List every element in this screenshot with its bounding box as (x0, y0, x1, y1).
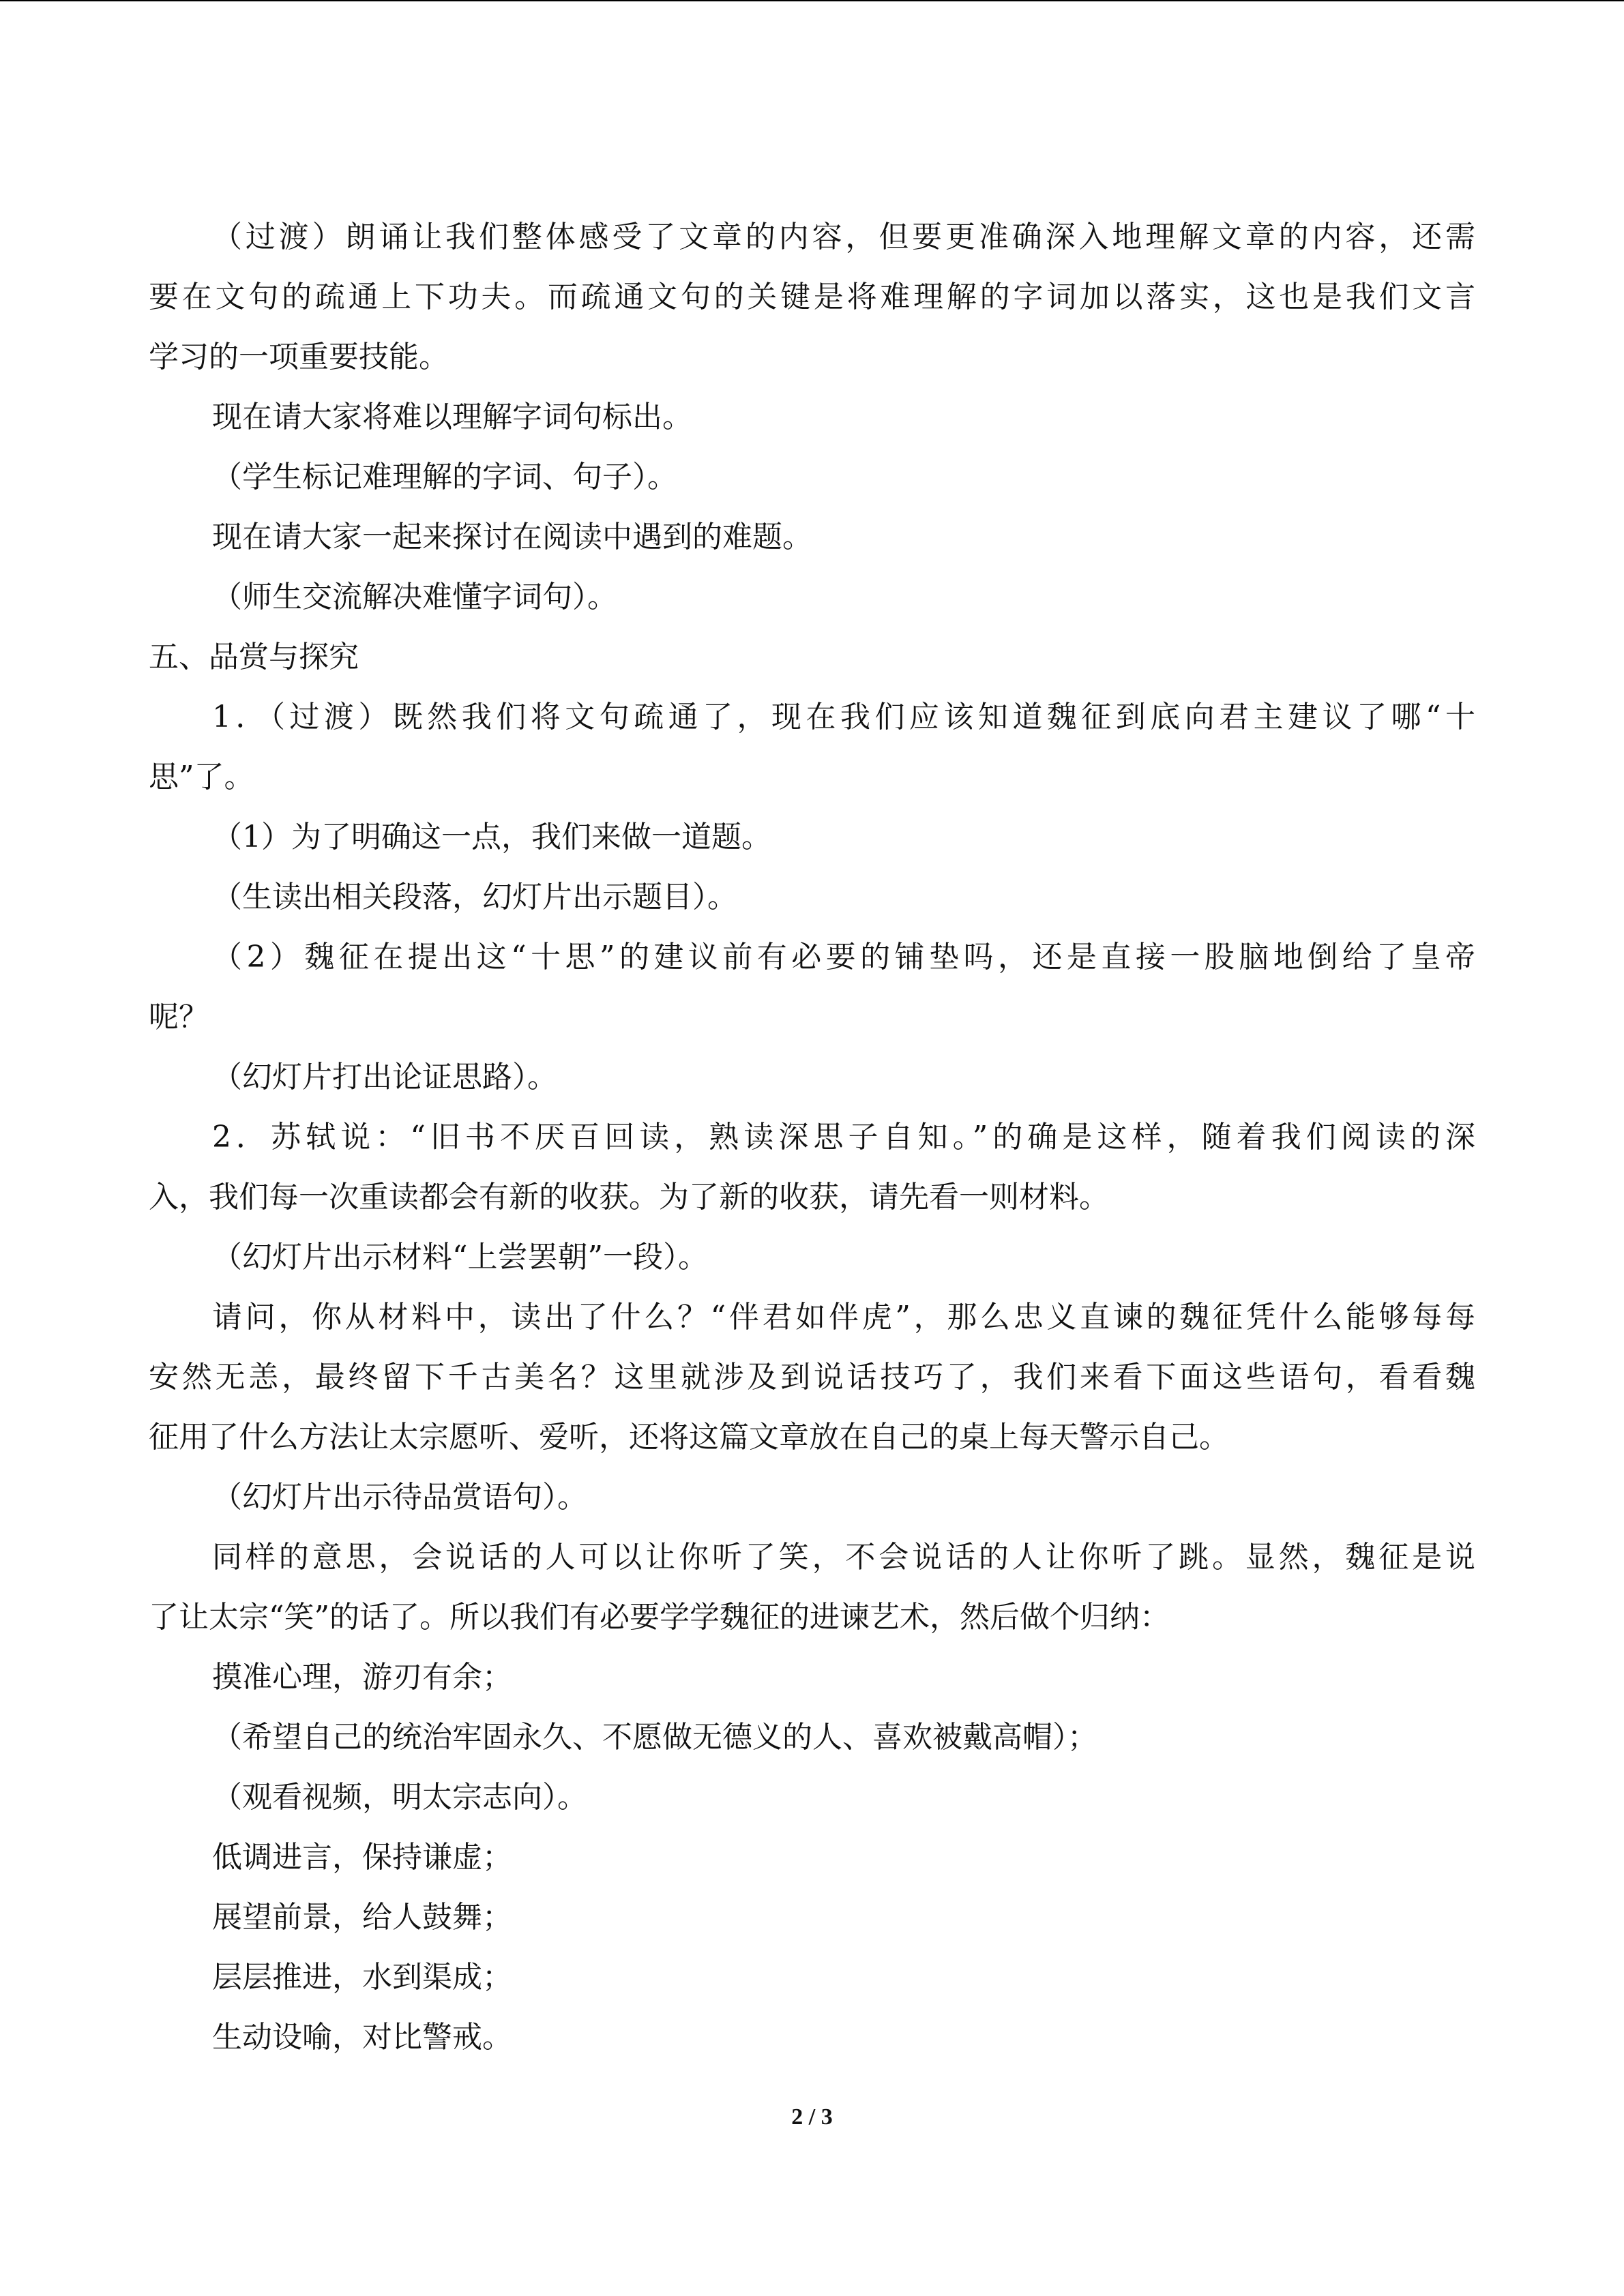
paragraph-line: 同样的意思，会说话的人可以让你听了笑，不会说话的人让你听了跳。显然，魏征是说 (212, 1540, 1475, 1575)
paragraph-line: （生读出相关段落，幻灯片出示题目）。 (212, 880, 737, 914)
list-item: （观看视频，明太宗志向）。 (212, 1780, 587, 1815)
paragraph-line: （学生标记难理解的字词、句子）。 (212, 460, 677, 494)
list-item: 低调进言，保持谦虚； (212, 1840, 512, 1875)
paragraph-line: 呢？ (149, 1000, 209, 1034)
paragraph-line: 1．（过渡）既然我们将文句疏通了，现在我们应该知道魏征到底向君主建议了哪“十 (212, 700, 1475, 734)
paragraph-line: 了让太宗“笑”的话了。所以我们有必要学学魏征的进谏艺术，然后做个归纳： (149, 1600, 1170, 1635)
list-item: 生动设喻，对比警戒。 (212, 2020, 512, 2055)
paragraph-line: （幻灯片出示材料“上尝罢朝”一段）。 (212, 1240, 708, 1274)
list-item: （希望自己的统治牢固永久、不愿做无德义的人、喜欢被戴高帽）； (212, 1720, 1097, 1755)
paragraph-line: （幻灯片打出论证思路）。 (212, 1060, 557, 1094)
list-item: 展望前景，给人鼓舞； (212, 1900, 512, 1935)
paragraph-line: 现在请大家一起来探讨在阅读中遇到的难题。 (212, 520, 812, 554)
paragraph-line: （过渡）朗诵让我们整体感受了文章的内容，但要更准确深入地理解文章的内容，还需 (212, 220, 1475, 254)
paragraph-line: 请问，你从材料中，读出了什么？“伴君如伴虎”，那么忠义直谏的魏征凭什么能够每每 (212, 1300, 1475, 1335)
paragraph-line: 安然无恙，最终留下千古美名？这里就涉及到说话技巧了，我们来看下面这些语句，看看魏 (149, 1360, 1475, 1395)
list-item: 层层推进，水到渠成； (212, 1960, 512, 1995)
paragraph-line: （1）为了明确这一点，我们来做一道题。 (212, 820, 771, 854)
paragraph-line: 2．苏轼说：“旧书不厌百回读，熟读深思子自知。”的确是这样，随着我们阅读的深 (212, 1120, 1475, 1154)
page-number: 2 / 3 (791, 2104, 833, 2130)
paragraph-line: 思”了。 (149, 760, 254, 794)
paragraph-line: （2）魏征在提出这“十思”的建议前有必要的铺垫吗，还是直接一股脑地倒给了皇帝 (212, 940, 1475, 974)
paragraph-line: （师生交流解决难懂字词句）。 (212, 580, 617, 614)
paragraph-line: 要在文句的疏通上下功夫。而疏通文句的关键是将难理解的字词加以落实，这也是我们文言 (149, 280, 1475, 314)
paragraph-line: 入，我们每一次重读都会有新的收获。为了新的收获，请先看一则材料。 (149, 1180, 1109, 1214)
section-heading: 五、品赏与探究 (149, 640, 359, 674)
body-text (149, 207, 1475, 2068)
list-item: 摸准心理，游刃有余； (212, 1660, 512, 1695)
paragraph-line: （幻灯片出示待品赏语句）。 (212, 1480, 587, 1515)
paragraph-line: 现在请大家将难以理解字词句标出。 (212, 400, 692, 434)
paragraph-line: 学习的一项重要技能。 (149, 340, 449, 374)
paragraph-line: 征用了什么方法让太宗愿听、爱听，还将这篇文章放在自己的桌上每天警示自己。 (149, 1420, 1229, 1455)
